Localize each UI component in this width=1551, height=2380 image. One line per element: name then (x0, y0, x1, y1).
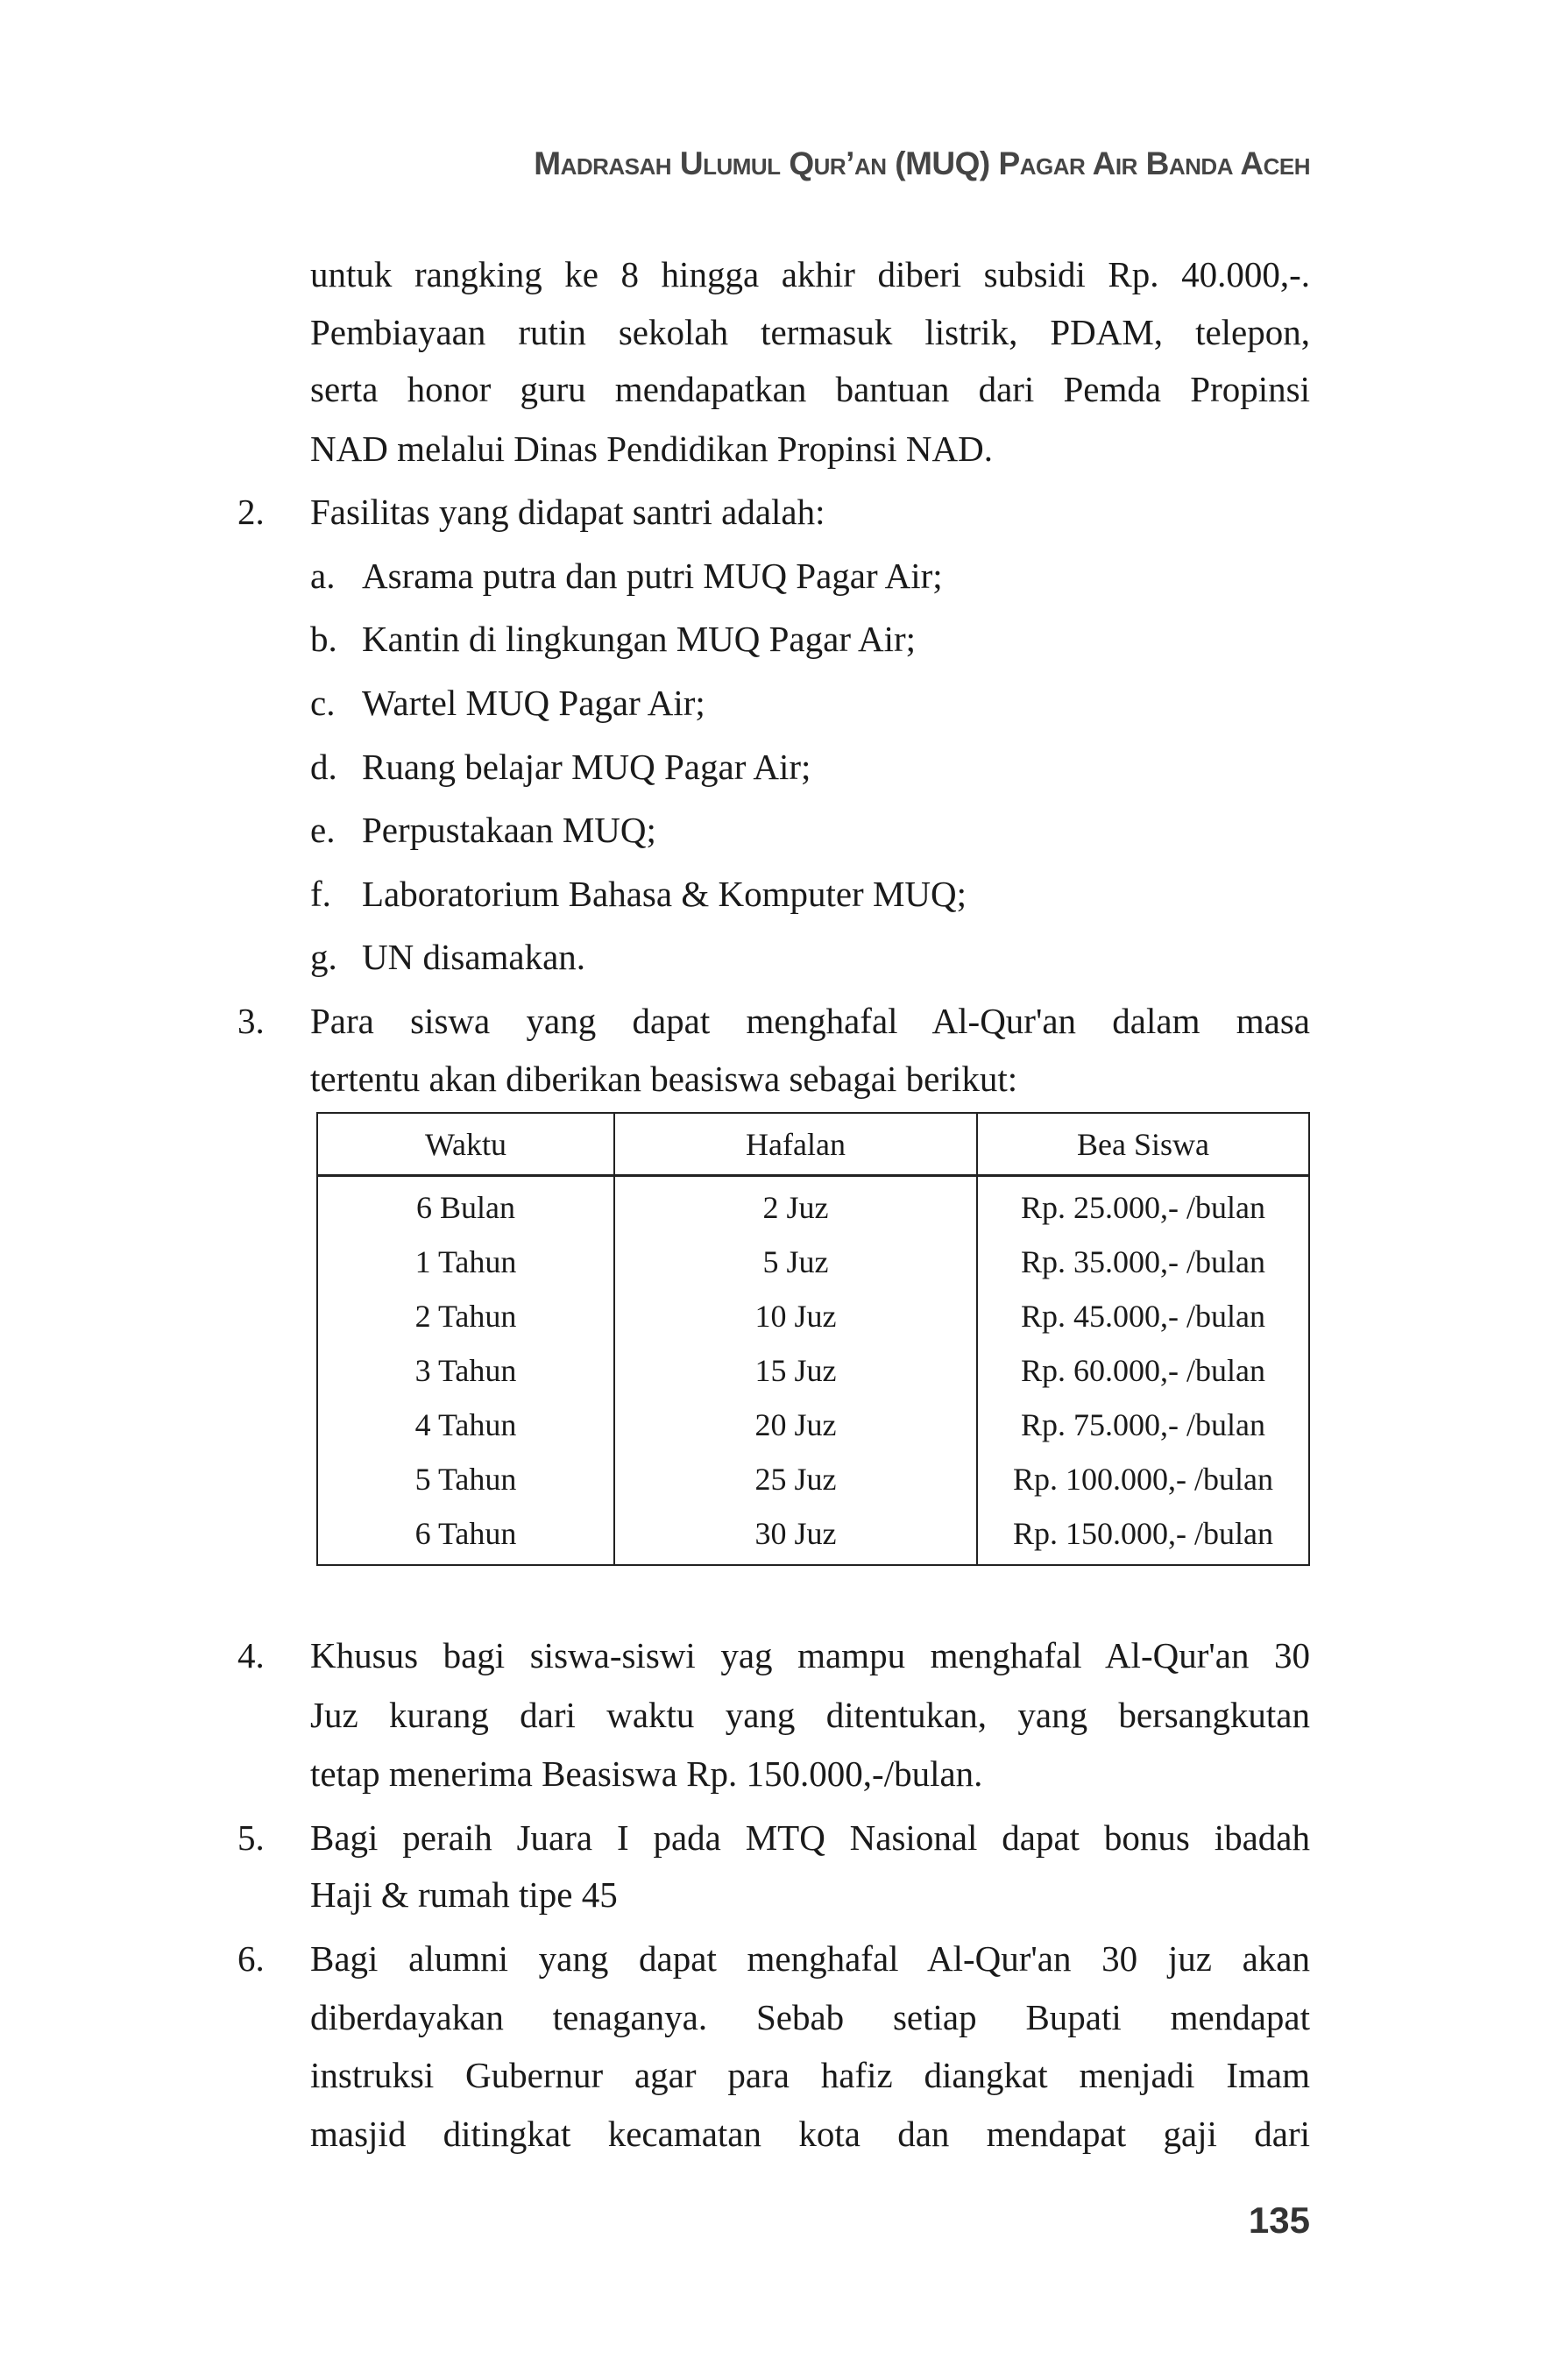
subitem-text: UN disamakan. (362, 937, 586, 977)
cell-hafalan: 25 Juz (614, 1452, 977, 1506)
subitem-text: Ruang belajar MUQ Pagar Air; (362, 747, 811, 787)
cell-bea-siswa: Rp. 100.000,- /bulan (977, 1452, 1309, 1506)
subitem-letter: g. (310, 937, 337, 977)
column-header-bea-siswa: Bea Siswa (977, 1113, 1309, 1176)
cell-waktu: 6 Tahun (317, 1506, 614, 1565)
list-number: 2. (237, 492, 265, 532)
list-item-text: diberdayakan tenaganya. Sebab setiap Bupati mendapat (310, 1997, 1310, 2037)
subitem-letter: e. (310, 810, 336, 850)
subitem-text: Laboratorium Bahasa & Komputer MUQ; (362, 874, 967, 914)
cell-waktu: 6 Bulan (317, 1176, 614, 1236)
list-number: 3. (237, 1001, 265, 1041)
cell-waktu: 1 Tahun (317, 1235, 614, 1289)
subitem-text: Asrama putra dan putri MUQ Pagar Air; (362, 556, 943, 596)
cell-hafalan: 20 Juz (614, 1398, 977, 1452)
list-item-text: Khusus bagi siswa-siswi yag mampu menghafal Al-Qur'an 30 (310, 1635, 1310, 1675)
cell-hafalan: 15 Juz (614, 1343, 977, 1398)
list-item-text: instruksi Gubernur agar para hafiz diangkat menjadi Imam (310, 2055, 1310, 2095)
list-item-text: Bagi peraih Juara I pada MTQ Nasional dapat bonus ibadah (310, 1817, 1310, 1858)
page-number: 135 (1248, 2199, 1310, 2241)
paragraph-line: Pembiayaan rutin sekolah termasuk listrik, PDAM, telepon, (310, 312, 1310, 352)
subitem-letter: a. (310, 556, 336, 596)
table-row (317, 1343, 1309, 1398)
subitem-letter: f. (310, 874, 331, 914)
cell-waktu: 5 Tahun (317, 1452, 614, 1506)
cell-waktu: 4 Tahun (317, 1398, 614, 1452)
cell-bea-siswa: Rp. 75.000,- /bulan (977, 1398, 1309, 1452)
list-item-text: Fasilitas yang didapat santri adalah: (310, 492, 825, 532)
paragraph-line: serta honor guru mendapatkan bantuan dari Pemda Propinsi (310, 369, 1310, 409)
list-number: 6. (237, 1938, 265, 1979)
cell-bea-siswa: Rp. 60.000,- /bulan (977, 1343, 1309, 1398)
list-number: 4. (237, 1635, 265, 1675)
table-row (317, 1176, 1309, 1236)
subitem-letter: b. (310, 619, 337, 659)
cell-waktu: 3 Tahun (317, 1343, 614, 1398)
table-row (317, 1452, 1309, 1506)
list-item-text: Juz kurang dari waktu yang ditentukan, yang bersangkutan (310, 1695, 1310, 1735)
subitem-text: Kantin di lingkungan MUQ Pagar Air; (362, 619, 917, 659)
list-item-text: tetap menerima Beasiswa Rp. 150.000,-/bulan. (310, 1753, 983, 1794)
cell-hafalan: 2 Juz (614, 1176, 977, 1236)
scholarship-table (316, 1112, 1310, 1566)
paragraph-line: NAD melalui Dinas Pendidikan Propinsi NAD. (310, 429, 993, 469)
list-item-text: Bagi alumni yang dapat menghafal Al-Qur'an 30 juz akan (310, 1938, 1310, 1979)
list-item-text: Haji & rumah tipe 45 (310, 1874, 618, 1915)
table-row (317, 1289, 1309, 1343)
table-header-row (317, 1113, 1309, 1176)
subitem-text: Perpustakaan MUQ; (362, 810, 656, 850)
table-row (317, 1235, 1309, 1289)
list-item-text: masjid ditingkat kecamatan kota dan mendapat gaji dari (310, 2114, 1310, 2154)
table-row (317, 1506, 1309, 1565)
cell-hafalan: 5 Juz (614, 1235, 977, 1289)
list-item-text: tertentu akan diberikan beasiswa sebagai berikut: (310, 1059, 1018, 1099)
subitem-text: Wartel MUQ Pagar Air; (362, 683, 705, 723)
subitem-letter: c. (310, 683, 336, 723)
list-item-text: Para siswa yang dapat menghafal Al-Qur'an dalam masa (310, 1001, 1310, 1041)
cell-bea-siswa: Rp. 35.000,- /bulan (977, 1235, 1309, 1289)
cell-bea-siswa: Rp. 150.000,- /bulan (977, 1506, 1309, 1565)
cell-bea-siswa: Rp. 25.000,- /bulan (977, 1176, 1309, 1236)
column-header-hafalan: Hafalan (614, 1113, 977, 1176)
cell-hafalan: 10 Juz (614, 1289, 977, 1343)
paragraph-line: untuk rangking ke 8 hingga akhir diberi subsidi Rp. 40.000,-. (310, 254, 1310, 294)
running-header: Madrasah Ulumul Qur’an (MUQ) Pagar Air Banda Aceh (534, 145, 1310, 181)
column-header-waktu: Waktu (317, 1113, 614, 1176)
table-row (317, 1398, 1309, 1452)
cell-hafalan: 30 Juz (614, 1506, 977, 1565)
list-number: 5. (237, 1817, 265, 1858)
cell-waktu: 2 Tahun (317, 1289, 614, 1343)
cell-bea-siswa: Rp. 45.000,- /bulan (977, 1289, 1309, 1343)
subitem-letter: d. (310, 747, 337, 787)
